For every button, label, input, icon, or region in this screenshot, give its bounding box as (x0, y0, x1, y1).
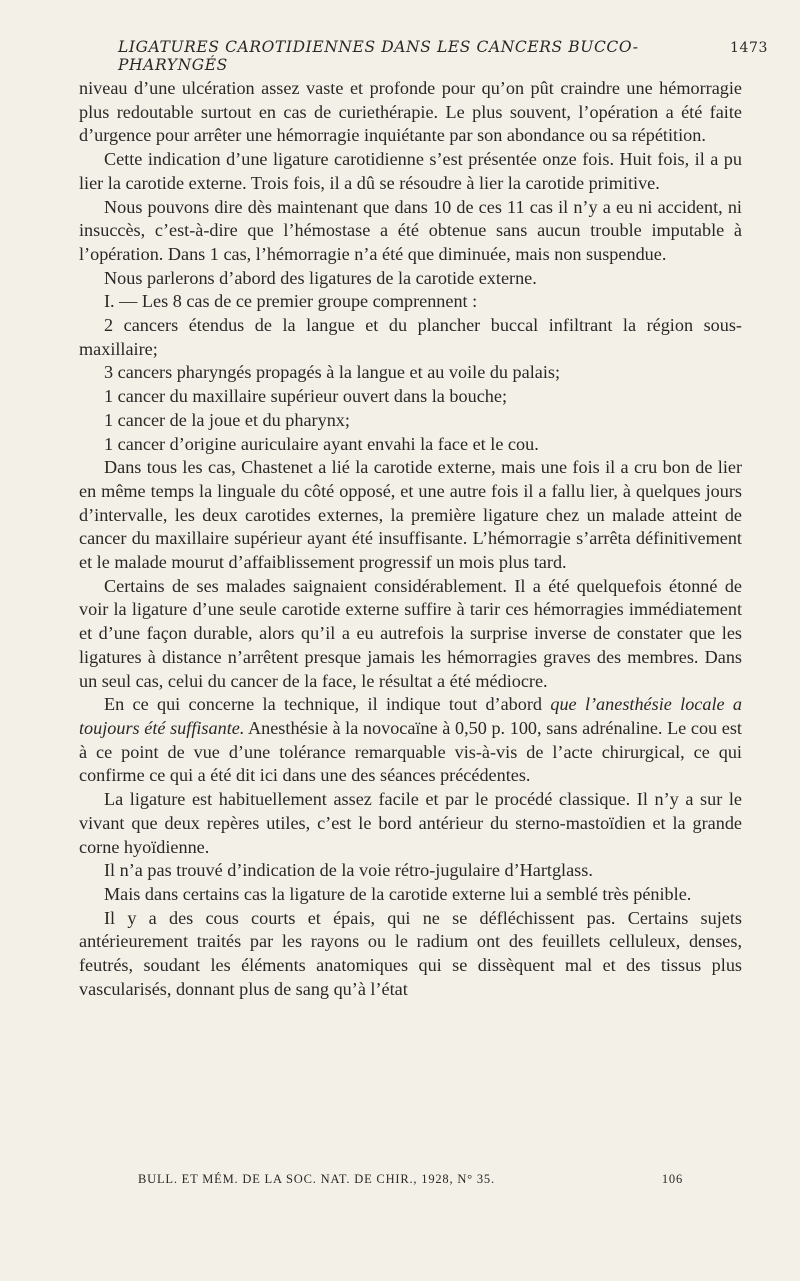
list-item: 1 cancer d’origine auriculaire ayant envahi la face et le cou. (104, 433, 539, 454)
running-header (118, 38, 768, 74)
paragraph: Nous pouvons dire dès maintenant que dans 10 de ces 11 cas il n’y a eu ni accident, ni insuccès, c’est-à-dire que l’hémostase a été obtenue sans aucun trouble imputable à l’opération. Dans 1 cas, l’hémorragie n’a été que diminuée, mais non suspendue. (79, 196, 742, 264)
sheet-number: 106 (661, 1172, 683, 1186)
text-run: Anesthésie à la novocaïne à 0,50 p. 100, sans adrénaline. Le cou est à ce point de vue d’une tolérance remarquable vis-à-vis de l’acte chirurgical, ce qui confirme ce qui a été dit ici dans une des séances précédentes. (79, 717, 742, 786)
footer-citation: BULL. ET MÉM. DE LA SOC. NAT. DE CHIR., 1928, N° 35. (138, 1172, 495, 1186)
page-number: 1473 (729, 40, 768, 56)
paragraph: niveau d’une ulcération assez vaste et profonde pour qu’on pût craindre une hémorragie plus redoutable surtout en cas de curiethérapie. Le plus souvent, l’opération a été faite d’urgence pour arrêter une hémorragie inquiétante par son abondance ou sa répétition. (79, 78, 742, 146)
paragraph: La ligature est habituellement assez facile et par le procédé classique. Il n’y a sur le vivant que deux repères utiles, c’est le bord antérieur du sterno-mastoïdien et la grande corne hyoïdienne. (79, 789, 742, 857)
paragraph: Il y a des cous courts et épais, qui ne se défléchissent pas. Certains sujets antérieurement traités par les rayons ou le radium ont des feuillets celluleux, denses, feutrés, soudant les éléments anatomiques qui se dissèquent mal et des tissus plus vascularisés, donnant plus de sang qu’à l’état (79, 907, 742, 999)
paragraph: Dans tous les cas, Chastenet a lié la carotide externe, mais une fois il a cru bon de lier en même temps la linguale du côté opposé, et une autre fois il a fallu lier, à quelques jours d’intervalle, les deux carotides externes, la première ligature chez un malade atteint de cancer du maxillaire supérieur ayant été insuffisante. L’hémorragie s’arrêta définitivement et le malade mourut d’affaiblissement progressif un mois plus tard. (79, 457, 742, 573)
paragraph: Il n’a pas trouvé d’indication de la voie rétro-jugulaire d’Hartglass. (104, 860, 593, 881)
paragraph (79, 693, 742, 788)
list-item: 1 cancer de la joue et du pharynx; (104, 409, 350, 430)
page-footer (138, 1172, 683, 1187)
list-item: 3 cancers pharyngés propagés à la langue et au voile du palais; (104, 362, 561, 383)
italic-emphasis: que l’anesthésie locale a toujours été suffisante. (79, 694, 742, 738)
list-item: 1 cancer du maxillaire supérieur ouvert dans la bouche; (104, 386, 507, 407)
paragraph: Nous parlerons d’abord des ligatures de la carotide externe. (104, 267, 537, 288)
running-title: LIGATURES CAROTIDIENNES DANS LES CANCERS BUCCO-PHARYNGÉS (118, 38, 639, 74)
list-item: 2 cancers étendus de la langue et du plancher buccal infiltrant la région sous-maxillaire; (79, 315, 742, 359)
paragraph: Certains de ses malades saignaient considérablement. Il a été quelquefois étonné de voir la ligature d’une seule carotide externe suffire à tarir ces hémorragies immédiatement et d’une façon durable, alors qu’il a eu autrefois la surprise inverse de constater que les ligatures à distance n’arrêtent presque jamais les hémorragies graves des membres. Dans un seul cas, celui du cancer de la face, le résultat a été médiocre. (79, 575, 742, 691)
paragraph: Mais dans certains cas la ligature de la carotide externe lui a semblé très pénible. (104, 883, 692, 904)
paragraph: Cette indication d’une ligature carotidienne s’est présentée onze fois. Huit fois, il a pu lier la carotide externe. Trois fois, il a dû se résoudre à lier la carotide primitive. (79, 149, 742, 193)
paragraph: I. — Les 8 cas de ce premier groupe comprennent : (104, 291, 478, 312)
body-text (79, 77, 742, 1001)
text-run: En ce qui concerne la technique, il indique tout d’abord (104, 694, 551, 715)
